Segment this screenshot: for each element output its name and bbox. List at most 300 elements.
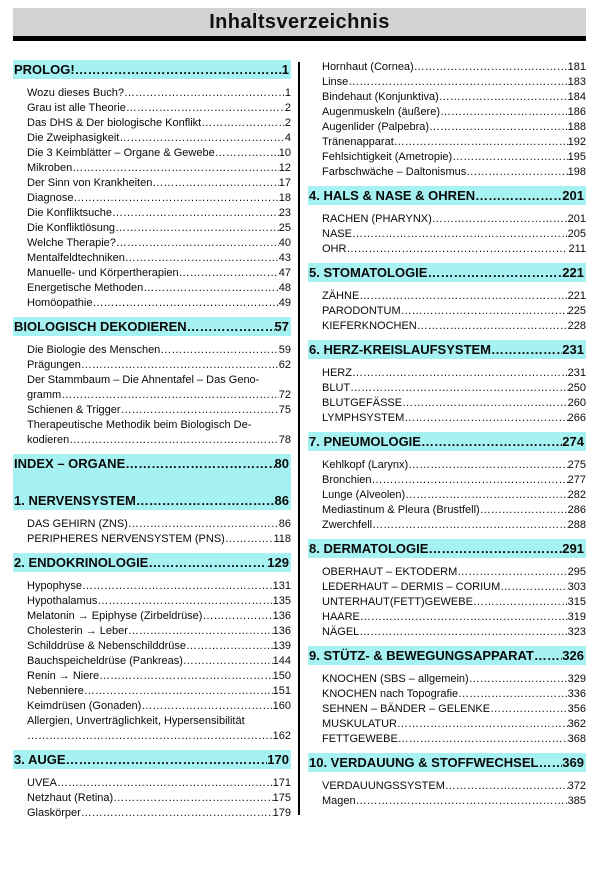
toc-entry-label: UNTERHAUT(FETT)GEWEBE xyxy=(322,596,473,608)
toc-entry xyxy=(27,669,291,684)
dot-leader xyxy=(414,60,568,75)
toc-entry xyxy=(322,105,586,120)
toc-entry-wrap-line xyxy=(27,373,291,388)
toc-entry xyxy=(27,684,291,699)
dot-leader xyxy=(125,454,274,473)
toc-entry-label: Grau ist alle Theorie xyxy=(27,102,126,114)
toc-entry-group xyxy=(322,779,586,809)
toc-entry-label: Schilddrüse & Nebenschilddrüse xyxy=(27,640,186,652)
toc-entry-page: 198 xyxy=(567,166,586,178)
toc-entry xyxy=(27,776,291,791)
toc-entry-page: 150 xyxy=(272,670,291,682)
toc-entry xyxy=(322,625,586,640)
toc-entry xyxy=(27,296,291,311)
toc-entry-label: ZÄHNE xyxy=(322,290,360,302)
dot-leader xyxy=(466,165,567,180)
toc-entry-page: 86 xyxy=(278,518,291,530)
toc-entry-page: 277 xyxy=(567,474,586,486)
toc-entry-page: 139 xyxy=(272,640,291,652)
toc-entry-label: Die Biologie des Menschen xyxy=(27,344,161,356)
dot-leader xyxy=(538,753,562,772)
toc-entry xyxy=(322,75,586,90)
dot-leader xyxy=(352,227,568,242)
toc-entry xyxy=(322,396,586,411)
toc-entry xyxy=(322,565,586,580)
dot-leader xyxy=(398,732,568,747)
toc-entry xyxy=(27,403,291,418)
toc-entry xyxy=(322,702,586,717)
dot-leader xyxy=(469,672,568,687)
toc-entry-page: 171 xyxy=(272,777,291,789)
toc-entry-page: 72 xyxy=(278,389,291,401)
toc-entry xyxy=(27,116,291,131)
toc-entry-page: 183 xyxy=(567,76,586,88)
toc-entry-page: 23 xyxy=(278,207,291,219)
toc-entry xyxy=(27,161,291,176)
dot-leader xyxy=(121,403,279,418)
toc-entry-page: 18 xyxy=(278,192,291,204)
dot-leader xyxy=(475,186,562,205)
toc-entry-page: 186 xyxy=(567,106,586,118)
dot-leader xyxy=(428,539,562,558)
toc-entry xyxy=(27,206,291,221)
toc-column-left xyxy=(13,60,291,827)
toc-entry-label: Netzhaut (Retina) xyxy=(27,792,114,804)
toc-heading-group xyxy=(13,454,291,510)
toc-entry-page: 329 xyxy=(567,673,586,685)
toc-heading-label: PROLOG! xyxy=(14,62,75,77)
toc-entry-page: 295 xyxy=(567,566,586,578)
dot-leader xyxy=(429,120,568,135)
toc-entry-label: Manuelle- und Körpertherapien xyxy=(27,267,179,279)
dot-leader xyxy=(445,779,568,794)
dot-leader xyxy=(72,161,279,176)
dot-leader xyxy=(225,532,274,547)
toc-entry-label: Mentalfeldtechniken xyxy=(27,252,125,264)
toc-entry xyxy=(27,579,291,594)
dot-leader xyxy=(119,131,285,146)
column-divider xyxy=(298,62,300,815)
toc-entry-page: 10 xyxy=(278,147,291,159)
dot-leader xyxy=(500,580,567,595)
toc-entry-page: 131 xyxy=(272,580,291,592)
toc-entry xyxy=(322,289,586,304)
toc-entry-label: Hypophyse xyxy=(27,580,83,592)
toc-entry-group xyxy=(27,579,291,744)
toc-entry-label: BLUTGEFÄSSE xyxy=(322,397,403,409)
toc-heading-page: 170 xyxy=(267,752,289,767)
toc-entry-label: Mediastinum & Pleura (Brustfell) xyxy=(322,504,480,516)
toc-entry-page: 205 xyxy=(567,228,586,240)
toc-entry-page: 184 xyxy=(567,91,586,103)
toc-heading-page: 326 xyxy=(562,648,584,663)
toc-heading xyxy=(13,60,291,79)
toc-entry-label: LEDERHAUT – DERMIS – CORIUM xyxy=(322,581,501,593)
page-title: Inhaltsverzeichnis xyxy=(209,10,390,33)
toc-entry-label: Bauchspeicheldrüse (Pankreas) xyxy=(27,655,183,667)
toc-page xyxy=(13,8,586,827)
toc-entry-page: 78 xyxy=(278,434,291,446)
dot-leader xyxy=(458,687,567,702)
toc-entry-label: Homöopathie xyxy=(27,297,93,309)
dot-leader xyxy=(125,251,279,266)
dot-leader xyxy=(128,624,273,639)
toc-entry-label: Prägungen xyxy=(27,359,81,371)
toc-entry xyxy=(322,319,586,334)
dot-leader xyxy=(372,473,568,488)
dot-leader xyxy=(152,176,278,191)
toc-entry-page: 336 xyxy=(567,688,586,700)
toc-entry-label: Mikroben xyxy=(27,162,73,174)
toc-entry-label: HAARE xyxy=(322,611,360,623)
toc-entry-page: 179 xyxy=(272,807,291,819)
dot-leader xyxy=(491,340,562,359)
toc-heading xyxy=(308,340,586,359)
dot-leader xyxy=(57,776,273,791)
toc-heading-page: 201 xyxy=(562,188,584,203)
toc-entry-page: 48 xyxy=(278,282,291,294)
toc-entry-label: gramm xyxy=(27,389,62,401)
toc-heading-label: 2. ENDOKRINOLOGIE xyxy=(14,555,149,570)
dot-leader xyxy=(126,101,285,116)
toc-entry-page: 47 xyxy=(278,267,291,279)
dot-leader xyxy=(490,702,568,717)
toc-entry xyxy=(322,503,586,518)
dot-leader xyxy=(348,75,567,90)
toc-entry xyxy=(27,532,291,547)
dot-leader xyxy=(179,266,279,281)
toc-heading-page: 369 xyxy=(562,755,584,770)
dot-leader xyxy=(112,206,279,221)
toc-entry xyxy=(322,779,586,794)
toc-entry-label: Die Konfliktsuche xyxy=(27,207,112,219)
toc-entry-group xyxy=(322,60,586,180)
toc-entry-page: 188 xyxy=(567,121,586,133)
toc-entry-group xyxy=(322,565,586,640)
toc-entry-group xyxy=(27,517,291,547)
toc-entry-label: PERIPHERES NERVENSYSTEM (PNS) xyxy=(27,533,225,545)
toc-heading-page: 129 xyxy=(267,555,289,570)
toc-entry-group xyxy=(322,458,586,533)
toc-heading-label: BIOLOGISCH DEKODIEREN xyxy=(14,319,187,334)
toc-entry-page: 225 xyxy=(567,305,586,317)
toc-entry xyxy=(322,411,586,426)
toc-entry xyxy=(322,366,586,381)
dot-leader xyxy=(187,317,275,336)
toc-entry xyxy=(322,732,586,747)
dot-leader xyxy=(143,281,279,296)
toc-entry-page: 181 xyxy=(567,61,586,73)
toc-entry xyxy=(322,135,586,150)
toc-entry-page: 1 xyxy=(284,87,291,99)
toc-entry-page: 228 xyxy=(567,320,586,332)
toc-entry-page: 25 xyxy=(278,222,291,234)
dot-leader xyxy=(99,669,273,684)
toc-entry xyxy=(27,806,291,821)
toc-entry-group xyxy=(322,212,586,257)
toc-entry-label: Augenmuskeln (äußere) xyxy=(322,106,441,118)
toc-heading-label: 6. HERZ-KREISLAUFSYSTEM xyxy=(309,342,492,357)
toc-entry xyxy=(322,518,586,533)
dot-leader xyxy=(84,684,273,699)
toc-entry-label: Der Sinn von Krankheiten xyxy=(27,177,153,189)
toc-entry-label: HERZ xyxy=(322,367,352,379)
toc-entry-label: Glaskörper xyxy=(27,807,81,819)
dot-leader xyxy=(421,432,562,451)
dot-leader xyxy=(352,366,568,381)
toc-entry-label: Augenlider (Palpebra) xyxy=(322,121,430,133)
toc-entry-label: Diagnose xyxy=(27,192,74,204)
dot-leader xyxy=(141,699,272,714)
dot-leader xyxy=(75,60,282,79)
toc-heading-label: 7. PNEUMOLOGIE xyxy=(309,434,421,449)
toc-entry-page: 372 xyxy=(567,780,586,792)
toc-entry-page: 368 xyxy=(567,733,586,745)
dot-leader xyxy=(186,639,273,654)
toc-entry-label: Das DHS & Der biologische Konflikt xyxy=(27,117,202,129)
toc-entry-page: 221 xyxy=(567,290,586,302)
dot-leader xyxy=(97,594,272,609)
toc-entry-label: Cholesterin → Leber xyxy=(27,625,128,637)
toc-entry-page: 362 xyxy=(567,718,586,730)
toc-entry xyxy=(27,86,291,101)
dot-leader xyxy=(202,609,272,624)
toc-entry-label: kodieren xyxy=(27,434,70,446)
toc-entry-label: Tränenapparat xyxy=(322,136,394,148)
toc-entry-page: 260 xyxy=(567,397,586,409)
toc-entry-page: 282 xyxy=(567,489,586,501)
toc-entry-label: MUSKULATUR xyxy=(322,718,397,730)
toc-entry xyxy=(27,517,291,532)
toc-entry xyxy=(27,176,291,191)
toc-heading xyxy=(308,432,586,451)
toc-entry-page: 136 xyxy=(272,610,291,622)
toc-entry-page: 2 xyxy=(284,117,291,129)
toc-heading xyxy=(14,491,289,510)
toc-heading xyxy=(308,186,586,205)
toc-heading-label: 9. STÜTZ- & BEWEGUNGSAPPARAT xyxy=(309,648,534,663)
page-header xyxy=(13,8,586,41)
toc-entry xyxy=(322,120,586,135)
toc-entry-label: OBERHAUT – EKTODERM xyxy=(322,566,458,578)
toc-entry xyxy=(322,227,586,242)
toc-entry-page: 201 xyxy=(567,213,586,225)
toc-entry-page: 286 xyxy=(567,504,586,516)
toc-entry xyxy=(27,639,291,654)
toc-entry-page: 385 xyxy=(567,795,586,807)
toc-entry-label: Zwerchfell xyxy=(322,519,373,531)
toc-entry xyxy=(322,610,586,625)
dot-leader xyxy=(27,729,273,744)
toc-heading-page: 274 xyxy=(562,434,584,449)
dot-leader xyxy=(148,553,267,572)
dot-leader xyxy=(183,654,273,669)
toc-entry-label: KIEFERKNOCHEN xyxy=(322,320,417,332)
toc-entry-label: Bindehaut (Konjunktiva) xyxy=(322,91,439,103)
dot-leader xyxy=(408,458,567,473)
toc-entry xyxy=(322,717,586,732)
toc-heading-label: 8. DERMATOLOGIE xyxy=(309,541,429,556)
dot-leader xyxy=(452,150,567,165)
toc-entry-page: 303 xyxy=(567,581,586,593)
toc-heading xyxy=(308,263,586,282)
dot-leader xyxy=(402,396,568,411)
toc-entry-label: Hypothalamus xyxy=(27,595,98,607)
toc-entry-label: Wozu dieses Buch? xyxy=(27,87,125,99)
toc-entry xyxy=(27,251,291,266)
dot-leader xyxy=(81,806,273,821)
toc-entry xyxy=(27,699,291,714)
toc-entry-label: Keimdrüsen (Gonaden) xyxy=(27,700,142,712)
toc-entry-group xyxy=(27,343,291,448)
toc-entry-page: 49 xyxy=(278,297,291,309)
toc-entry xyxy=(27,594,291,609)
toc-entry xyxy=(322,304,586,319)
toc-heading xyxy=(13,750,291,769)
toc-entry-page: 59 xyxy=(278,344,291,356)
toc-entry xyxy=(322,580,586,595)
dot-leader xyxy=(359,289,567,304)
toc-entry-label: KNOCHEN nach Topografie xyxy=(322,688,459,700)
toc-entry xyxy=(322,381,586,396)
toc-heading-page: 221 xyxy=(562,265,584,280)
toc-entry xyxy=(322,458,586,473)
toc-entry-page: 118 xyxy=(273,533,291,545)
toc-entry-page: 135 xyxy=(272,595,291,607)
toc-entry xyxy=(322,242,586,257)
toc-entry xyxy=(27,388,291,403)
toc-entry-group xyxy=(322,672,586,747)
toc-entry-page: 2 xyxy=(284,102,291,114)
toc-entry-wrap-line xyxy=(27,714,291,729)
dot-leader xyxy=(82,579,273,594)
toc-entry-label: BLUT xyxy=(322,382,351,394)
toc-entry-label: Schienen & Trigger xyxy=(27,404,121,416)
toc-entry-label: Melatonin → Epiphyse (Zirbeldrüse) xyxy=(27,610,203,622)
toc-entry-label: FETTGEWEBE xyxy=(322,733,398,745)
dot-leader xyxy=(473,595,568,610)
toc-entry-label: DAS GEHIRN (ZNS) xyxy=(27,518,128,530)
toc-entry-label: Die 3 Keimblätter – Organe & Gewebe xyxy=(27,147,215,159)
toc-heading-label: 4. HALS & NASE & OHREN xyxy=(309,188,476,203)
toc-entry-page: 211 xyxy=(568,243,586,255)
toc-heading xyxy=(13,553,291,572)
toc-entry xyxy=(27,266,291,281)
toc-entry-page: 151 xyxy=(272,685,291,697)
toc-entry xyxy=(27,101,291,116)
toc-entry-page: 43 xyxy=(278,252,291,264)
toc-entry-page: 17 xyxy=(278,177,291,189)
toc-entry xyxy=(322,595,586,610)
toc-heading-page: 1 xyxy=(281,62,289,77)
toc-entry-page: 288 xyxy=(567,519,586,531)
dot-leader xyxy=(534,646,562,665)
toc-entry-label: KNOCHEN (SBS – allgemein) xyxy=(322,673,469,685)
toc-entry-label: NASE xyxy=(322,228,352,240)
toc-entry-group xyxy=(27,86,291,311)
toc-entry xyxy=(27,343,291,358)
toc-entry-label: SEHNEN – BÄNDER – GELENKE xyxy=(322,703,491,715)
toc-heading-label: 1. NERVENSYSTEM xyxy=(14,493,136,508)
toc-entry-label: Bronchien xyxy=(322,474,372,486)
toc-entry-page: 160 xyxy=(272,700,291,712)
toc-entry-label: PARODONTUM xyxy=(322,305,401,317)
dot-leader xyxy=(160,343,278,358)
toc-heading-label: INDEX – ORGANE xyxy=(14,456,126,471)
toc-entry xyxy=(322,90,586,105)
dot-leader xyxy=(432,212,568,227)
toc-entry-page: 356 xyxy=(567,703,586,715)
toc-entry-label: Allergien, Unverträglichkeit, Hypersensibilität xyxy=(27,715,245,727)
toc-heading xyxy=(14,454,289,473)
dot-leader xyxy=(440,105,568,120)
dot-leader xyxy=(115,221,279,236)
dot-leader xyxy=(372,518,568,533)
toc-entry xyxy=(322,794,586,809)
toc-entry-label: Magen xyxy=(322,795,356,807)
toc-entry-page: 315 xyxy=(567,596,586,608)
toc-entry-label: Die Konfliktlösung xyxy=(27,222,116,234)
toc-entry-page: 62 xyxy=(278,359,291,371)
toc-heading-page: 86 xyxy=(274,493,289,508)
toc-entry-label: Farbschwäche – Daltonismus xyxy=(322,166,467,178)
dot-leader xyxy=(69,433,279,448)
toc-entry-label: NÄGEL xyxy=(322,626,360,638)
toc-heading-page: 291 xyxy=(562,541,584,556)
toc-entry-group xyxy=(322,289,586,334)
dot-leader xyxy=(66,750,268,769)
toc-heading-page: 231 xyxy=(562,342,584,357)
dot-leader xyxy=(394,135,568,150)
toc-entry xyxy=(322,150,586,165)
toc-column-right xyxy=(308,60,586,827)
dot-leader xyxy=(457,565,567,580)
toc-entry-page: 175 xyxy=(272,792,291,804)
dot-leader xyxy=(427,263,562,282)
dot-leader xyxy=(404,411,567,426)
toc-entry-label: Energetische Methoden xyxy=(27,282,144,294)
toc-entry-page: 136 xyxy=(272,625,291,637)
toc-entry xyxy=(27,624,291,639)
toc-entry xyxy=(322,473,586,488)
toc-entry-label: OHR xyxy=(322,243,347,255)
toc-entry-page: 4 xyxy=(284,132,291,144)
toc-heading xyxy=(308,539,586,558)
toc-heading-label: 3. AUGE xyxy=(14,752,66,767)
dot-leader xyxy=(359,625,567,640)
dot-leader xyxy=(480,503,568,518)
dot-leader xyxy=(61,388,279,403)
toc-entry xyxy=(27,146,291,161)
toc-entry-page: 192 xyxy=(567,136,586,148)
toc-entry-label: Welche Therapie? xyxy=(27,237,116,249)
dot-leader xyxy=(73,191,278,206)
toc-entry-page: 250 xyxy=(567,382,586,394)
dot-leader xyxy=(81,358,279,373)
toc-entry xyxy=(322,212,586,227)
toc-entry xyxy=(27,281,291,296)
toc-entry-label: Therapeutische Methodik beim Biologisch De- xyxy=(27,419,252,431)
toc-entry-page: 266 xyxy=(567,412,586,424)
dot-leader xyxy=(113,791,272,806)
dot-leader xyxy=(401,304,568,319)
toc-entry-group xyxy=(322,366,586,426)
toc-heading-label: 10. VERDAUUNG & STOFFWECHSEL xyxy=(309,755,539,770)
toc-entry-page: 40 xyxy=(278,237,291,249)
toc-entry xyxy=(27,654,291,669)
toc-entry xyxy=(322,60,586,75)
dot-leader xyxy=(92,296,278,311)
